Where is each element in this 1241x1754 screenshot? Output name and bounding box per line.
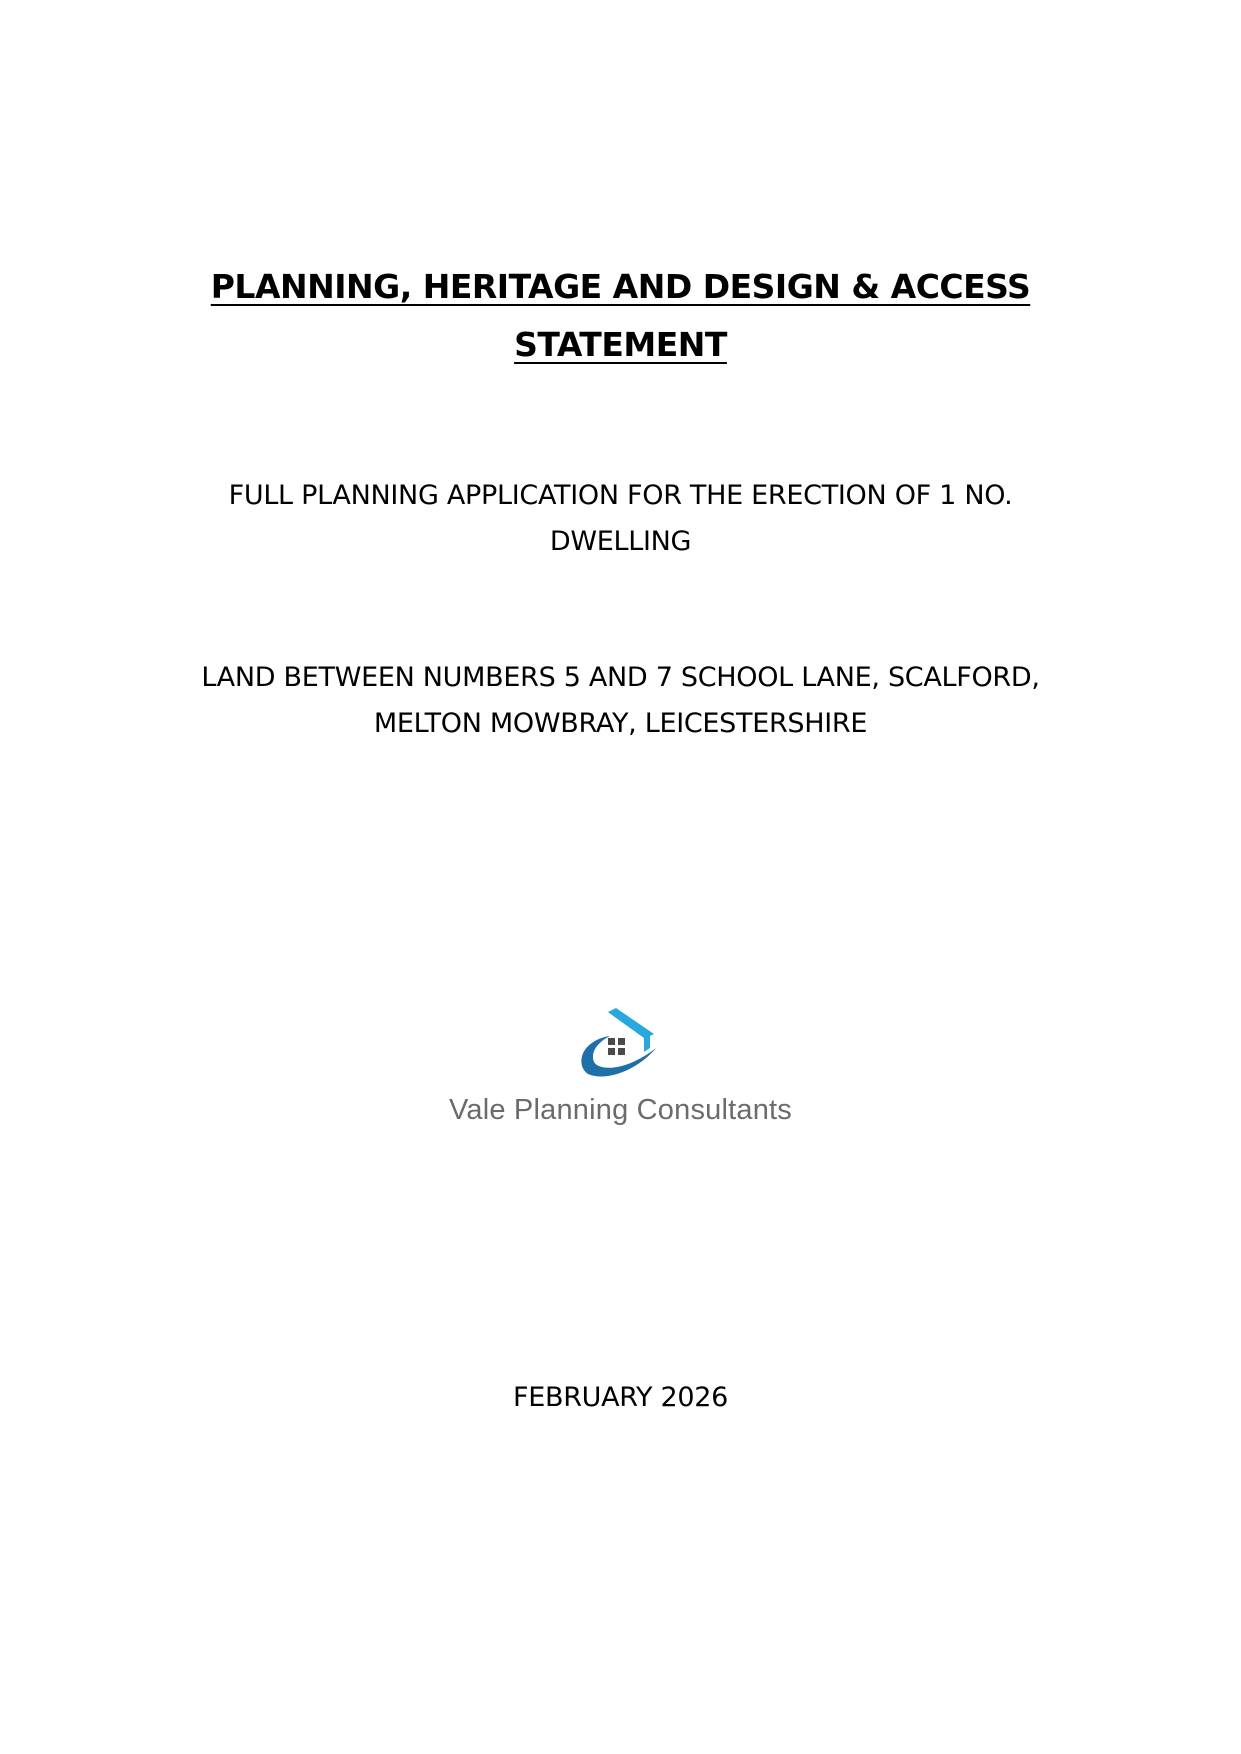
title-line-2: STATEMENT [514,325,727,364]
company-name: Vale Planning Consultants [448,1094,793,1126]
logo-window-3 [608,1048,615,1055]
logo-roof [608,1008,654,1052]
house-swoosh-icon [576,1008,666,1080]
application-line-2: DWELLING [549,526,692,557]
document-date: FEBRUARY 2026 [512,1382,729,1413]
title-line-1: PLANNING, HERITAGE AND DESIGN & ACCESS [210,267,1031,306]
logo-window-2 [618,1038,625,1045]
document-title [0,258,1241,374]
site-address [0,655,1241,747]
company-logo [0,1008,1241,1127]
logo-window-1 [608,1038,615,1045]
site-address-line-1: LAND BETWEEN NUMBERS 5 AND 7 SCHOOL LANE, SCALFORD, [201,662,1040,693]
application-line-1: FULL PLANNING APPLICATION FOR THE ERECTION OF 1 NO. [228,480,1013,511]
site-address-line-2: MELTON MOWBRAY, LEICESTERSHIRE [373,708,868,739]
application-description [0,473,1241,565]
logo-window-4 [618,1048,625,1055]
